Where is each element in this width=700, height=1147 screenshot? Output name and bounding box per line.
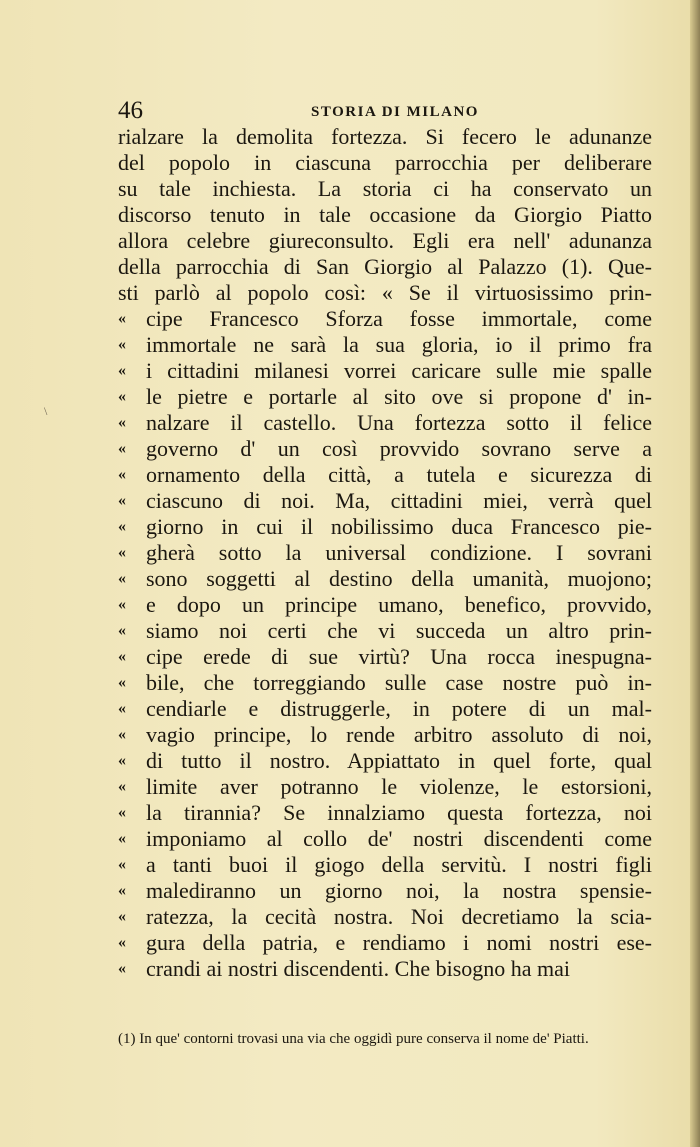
text-line xyxy=(118,228,652,254)
text-line xyxy=(118,124,652,150)
quote-mark: « xyxy=(118,544,126,561)
text-line xyxy=(118,176,652,202)
line-text: cendiarle e distruggerle, in potere di un mal- xyxy=(146,696,652,721)
line-text: limite aver potranno le violenze, le estorsioni, xyxy=(146,774,652,799)
line-text: immortale ne sarà la sua gloria, io il primo fra xyxy=(146,332,652,357)
line-text: governo d' un così provvido sovrano serve a xyxy=(146,436,652,461)
line-text: ornamento della città, a tutela e sicurezza di xyxy=(146,462,652,487)
quoted-text-line xyxy=(118,410,652,436)
quote-mark: « xyxy=(118,440,126,457)
quote-mark: « xyxy=(118,882,126,899)
line-text: cipe Francesco Sforza fosse immortale, come xyxy=(146,306,652,331)
quoted-text-line xyxy=(118,384,652,410)
quote-mark: « xyxy=(118,596,126,613)
line-text: su tale inchiesta. La storia ci ha conservato un xyxy=(118,176,652,201)
quoted-text-line xyxy=(118,358,652,384)
quote-mark: « xyxy=(118,648,126,665)
line-text: e dopo un principe umano, benefico, provvido, xyxy=(146,592,652,617)
quoted-text-line xyxy=(118,462,652,488)
quoted-text-line xyxy=(118,436,652,462)
quoted-text-line xyxy=(118,592,652,618)
quote-mark: « xyxy=(118,726,126,743)
line-text: gherà sotto la universal condizione. I sovrani xyxy=(146,540,652,565)
quoted-text-line xyxy=(118,670,652,696)
line-text: sti parlò al popolo così: « Se il virtuosissimo prin- xyxy=(118,280,652,305)
line-text: a tanti buoi il giogo della servitù. I nostri figli xyxy=(146,852,652,877)
line-text: gura della patria, e rendiamo i nomi nostri ese- xyxy=(146,930,652,955)
line-text: discorso tenuto in tale occasione da Giorgio Piatto xyxy=(118,202,652,227)
quote-mark: « xyxy=(118,492,126,509)
quote-mark: « xyxy=(118,414,126,431)
line-text: vagio principe, lo rende arbitro assoluto di noi, xyxy=(146,722,652,747)
line-text: rialzare la demolita fortezza. Si fecero le adunanze xyxy=(118,124,652,149)
quoted-text-line xyxy=(118,930,652,956)
line-text: crandi ai nostri discendenti. Che bisogno ha mai xyxy=(146,956,571,981)
quote-mark: « xyxy=(118,778,126,795)
line-text: nalzare il castello. Una fortezza sotto il felice xyxy=(146,410,652,435)
line-text: giorno in cui il nobilissimo duca Francesco pie- xyxy=(146,514,652,539)
quoted-text-line xyxy=(118,826,652,852)
quote-mark: « xyxy=(118,674,126,691)
line-text: la tirannia? Se innalziamo questa fortezza, noi xyxy=(146,800,652,825)
quote-mark: « xyxy=(118,804,126,821)
line-text: le pietre e portarle al sito ove si propone d' in- xyxy=(146,384,652,409)
line-text: del popolo in ciascuna parrocchia per deliberare xyxy=(118,150,652,175)
text-line xyxy=(118,202,652,228)
quote-mark: « xyxy=(118,830,126,847)
quoted-text-line xyxy=(118,956,652,982)
quoted-text-line xyxy=(118,540,652,566)
quoted-text-line xyxy=(118,800,652,826)
line-text: allora celebre giureconsulto. Egli era nell' adunanza xyxy=(118,228,652,253)
quote-mark: « xyxy=(118,310,126,327)
line-text: siamo noi certi che vi succeda un altro prin- xyxy=(146,618,652,643)
page-edge xyxy=(690,0,700,1147)
quote-mark: « xyxy=(118,908,126,925)
quoted-text-line xyxy=(118,696,652,722)
line-text: i cittadini milanesi vorrei caricare sulle mie spalle xyxy=(146,358,652,383)
quoted-text-line xyxy=(118,644,652,670)
quoted-text-line xyxy=(118,566,652,592)
quote-mark: « xyxy=(118,622,126,639)
line-text: sono soggetti al destino della umanità, muojono; xyxy=(146,566,652,591)
quoted-text-line xyxy=(118,332,652,358)
line-text: ratezza, la cecità nostra. Noi decretiamo la scia- xyxy=(146,904,652,929)
text-line xyxy=(118,254,652,280)
text-line xyxy=(118,280,652,306)
line-text: cipe erede di sue virtù? Una rocca inespugna- xyxy=(146,644,652,669)
quoted-text-line xyxy=(118,306,652,332)
quoted-text-line xyxy=(118,852,652,878)
quote-mark: « xyxy=(118,518,126,535)
quote-mark: « xyxy=(118,960,126,977)
body-text xyxy=(118,124,652,982)
quote-mark: « xyxy=(118,466,126,483)
quoted-text-line xyxy=(118,722,652,748)
quoted-text-line xyxy=(118,904,652,930)
text-line xyxy=(118,150,652,176)
line-text: di tutto il nostro. Appiattato in quel forte, qual xyxy=(146,748,652,773)
quote-mark: « xyxy=(118,570,126,587)
quoted-text-line xyxy=(118,488,652,514)
quote-mark: « xyxy=(118,752,126,769)
quote-mark: « xyxy=(118,336,126,353)
quoted-text-line xyxy=(118,514,652,540)
quoted-text-line xyxy=(118,878,652,904)
quoted-text-line xyxy=(118,618,652,644)
line-text: della parrocchia di San Giorgio al Palazzo (1). Que- xyxy=(118,254,652,279)
quoted-text-line xyxy=(118,748,652,774)
quote-mark: « xyxy=(118,934,126,951)
quote-mark: « xyxy=(118,856,126,873)
quote-mark: « xyxy=(118,362,126,379)
line-text: bile, che torreggiando sulle case nostre può in- xyxy=(146,670,652,695)
quote-mark: « xyxy=(118,700,126,717)
quoted-text-line xyxy=(118,774,652,800)
footnote: (1) In que' contorni trovasi una via che oggidì pure conserva il nome de' Piatti. xyxy=(118,1031,589,1047)
margin-mark: \ xyxy=(44,404,48,418)
running-title: STORIA DI MILANO xyxy=(311,104,479,120)
quote-mark: « xyxy=(118,388,126,405)
line-text: imponiamo al collo de' nostri discendenti come xyxy=(146,826,652,851)
line-text: ciascuno di noi. Ma, cittadini miei, verrà quel xyxy=(146,488,652,513)
line-text: malediranno un giorno noi, la nostra spensie- xyxy=(146,878,652,903)
page-number: 46 xyxy=(118,97,143,124)
